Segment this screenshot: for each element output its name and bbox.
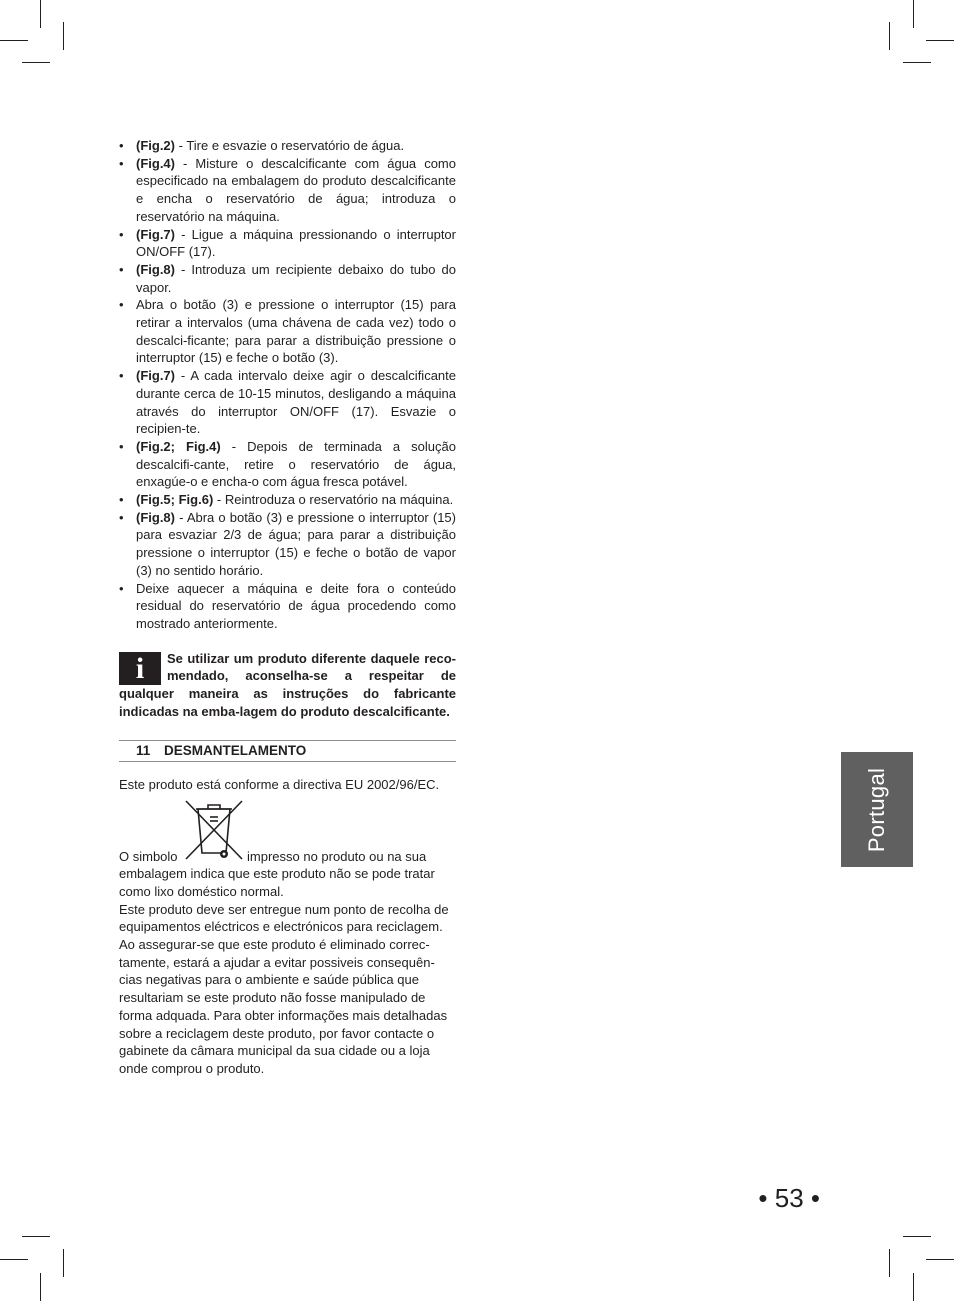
page-number: • 53 • <box>758 1183 820 1213</box>
crop-mark <box>0 1259 28 1260</box>
list-item: • (Fig.7) - A cada intervalo deixe agir o descalcificante durante cerca de 10-15 minutos, desligando a máquina através do interruptor ON/OFF (17). Esvazie o recipien-te. <box>119 367 456 438</box>
list-item: • (Fig.5; Fig.6) - Reintroduza o reservatório na máquina. <box>119 491 456 509</box>
list-item: • (Fig.2; Fig.4) - Depois de terminada a solução descalcifi-cante, retire o reservatório de água, enxagúe-o e encha-o com água fresca potável. <box>119 438 456 491</box>
crop-mark <box>40 1273 41 1301</box>
crop-mark <box>926 40 954 41</box>
crop-mark <box>63 22 64 50</box>
section-title: DESMANTELAMENTO <box>164 742 307 758</box>
crop-mark <box>22 62 50 63</box>
crop-mark <box>913 1273 914 1301</box>
crossed-out-wheelie-bin-icon <box>184 799 244 861</box>
weee-symbol-line <box>119 799 456 865</box>
descaling-steps-list <box>119 137 456 633</box>
info-icon: i <box>119 652 161 685</box>
info-note <box>119 650 456 721</box>
section-number: 11 <box>136 742 151 758</box>
crop-mark <box>913 0 914 28</box>
language-tab-label: Portugal <box>864 767 889 852</box>
list-item: • (Fig.4) - Misture o descalcificante com água como especificado na embalagem do produto descalcificante e encha o reservatório de água; introduza o reservatório na máquina. <box>119 155 456 226</box>
crop-mark <box>40 0 41 28</box>
list-item: • (Fig.7) - Ligue a máquina pressionando o interruptor ON/OFF (17). <box>119 226 456 261</box>
crop-mark <box>903 1236 931 1237</box>
crop-mark <box>889 22 890 50</box>
symbol-label-before: O simbolo <box>119 848 178 864</box>
recycling-text: Este produto deve ser entregue num ponto de recolha de equipamentos eléctricos e electrónicos para reciclagem. Ao assegurar-se que este produto é eliminado correc-tamente, estará a ajudar a evitar possiveis consequên-cias negativas para o ambiente e saúde pública que resultariam se este produto não fosse manipulado de forma adquada. Para obter informações mais detalhadas sobre a reciclagem deste produto, por favor contacte o gabinete da câmara municipal da sua cidade ou a loja onde comprou o produto. <box>119 901 449 1076</box>
crop-mark <box>926 1259 954 1260</box>
crop-mark <box>22 1236 50 1237</box>
disposal-text: embalagem indica que este produto não se pode tratar como lixo doméstico normal. <box>119 866 435 899</box>
list-item: • Abra o botão (3) e pressione o interruptor (15) para retirar a intervalos (uma chávena de cada vez) todo o descalci-ficante; para parar a distribuição pressione o interruptor (15) e feche o botão (3). <box>119 296 456 367</box>
language-tab <box>841 752 913 867</box>
crop-mark <box>889 1249 890 1277</box>
info-note-text: Se utilizar um produto diferente daquele reco-mendado, aconselha-se a respeitar de qualquer maneira as instruções do fabricante indicadas na emba-lagem do produto descalcificante. <box>119 650 456 719</box>
list-item: • (Fig.8) - Introduza um recipiente debaixo do tubo do vapor. <box>119 261 456 296</box>
crop-mark <box>0 40 28 41</box>
crop-mark <box>63 1249 64 1277</box>
symbol-label-after: impresso no produto ou na sua <box>247 848 427 864</box>
conformity-text: Este produto está conforme a directiva EU 2002/96/EC. <box>119 776 440 792</box>
section-heading <box>119 740 456 762</box>
crop-mark <box>903 62 931 63</box>
list-item: • (Fig.2) - Tire e esvazie o reservatório de água. <box>119 137 456 155</box>
list-item: • (Fig.8) - Abra o botão (3) e pressione o interruptor (15) para esvaziar 2/3 de água; para parar a distribuição pressione o interruptor (15) e feche o botão de vapor (3) no sentido horário. <box>119 509 456 580</box>
text-column <box>119 137 456 1078</box>
list-item: • Deixe aquecer a máquina e deite fora o conteúdo residual do reservatório de água procedendo como mostrado anteriormente. <box>119 580 456 633</box>
